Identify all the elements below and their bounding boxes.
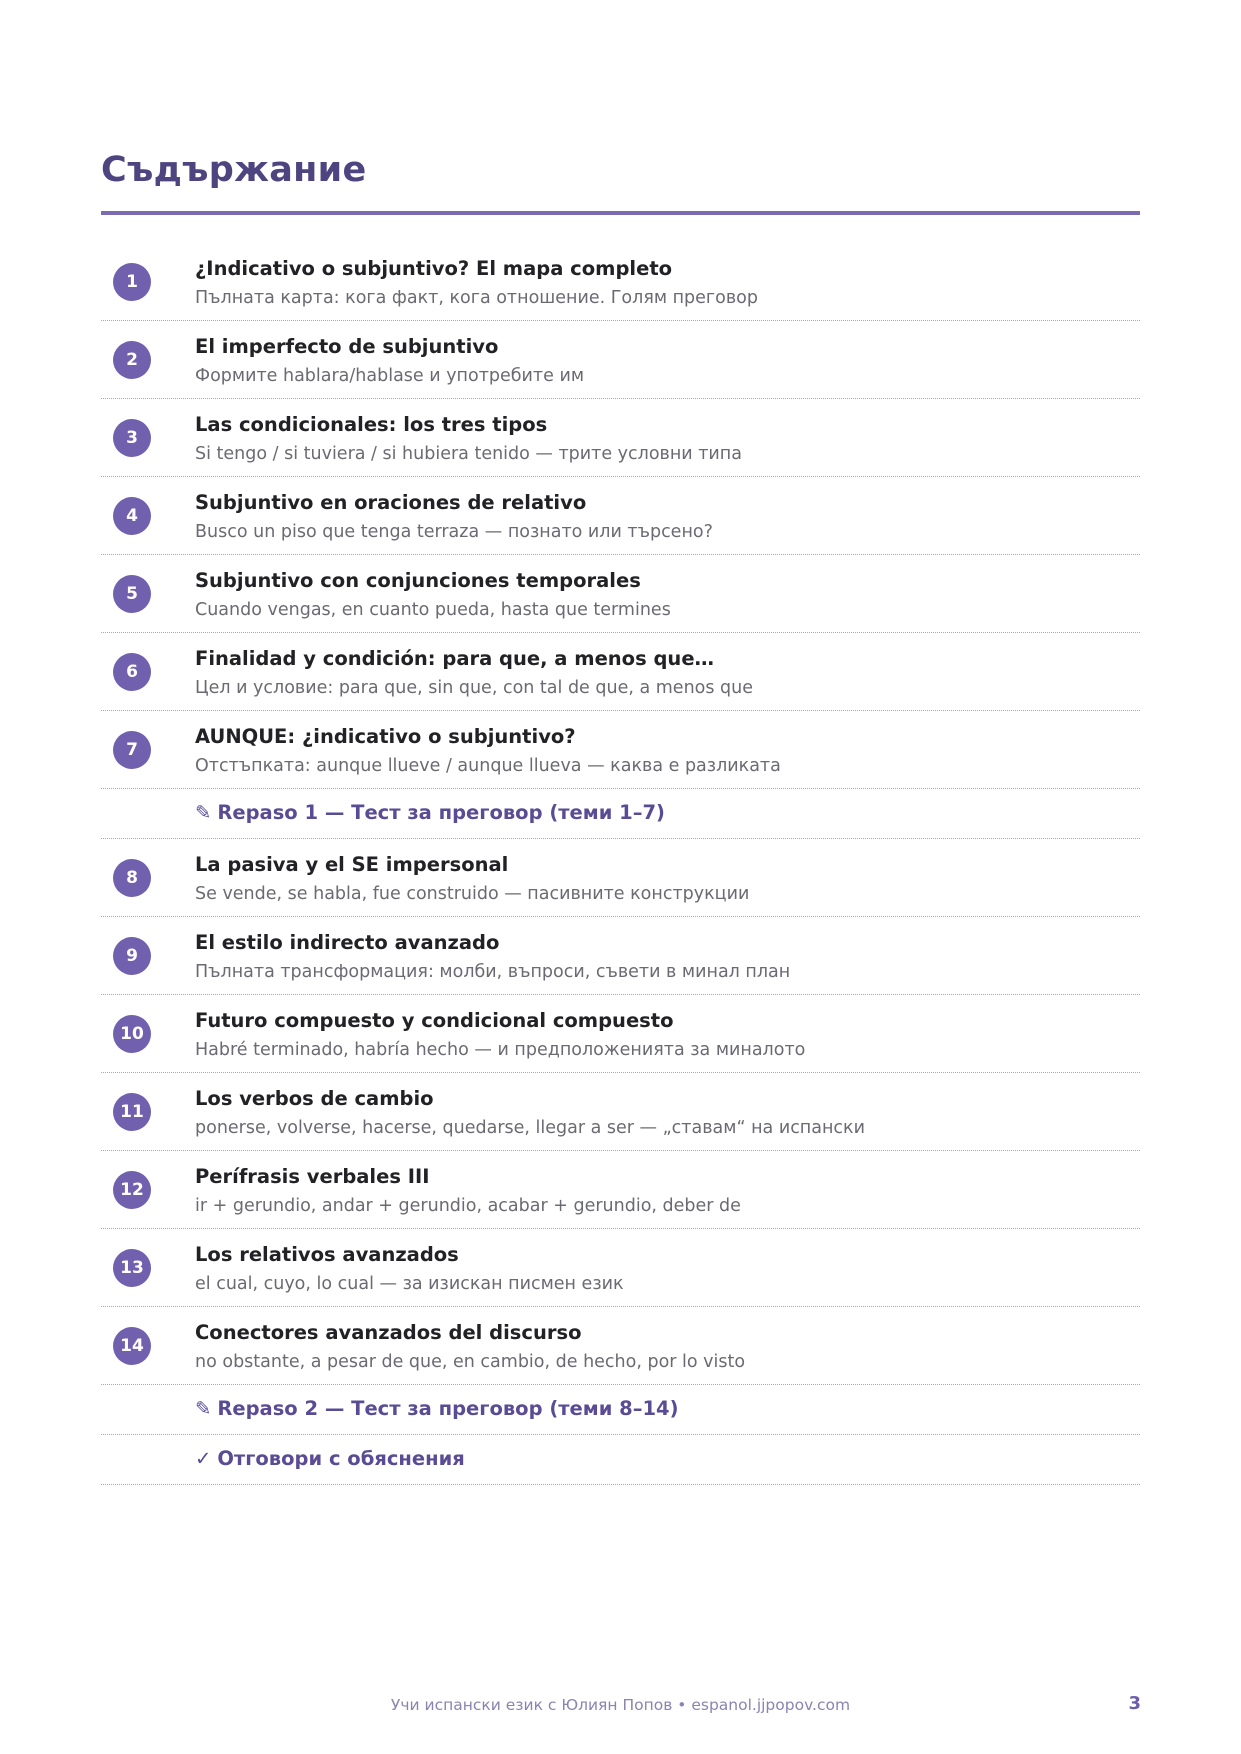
- lesson-subtitle: Цел и условие: para que, sin que, con tal de que, a menos que: [195, 678, 754, 698]
- lesson-title: Perífrasis verbales III: [195, 1165, 430, 1188]
- toc-review-1[interactable]: [101, 789, 1140, 839]
- toc-entry-8[interactable]: [101, 839, 1140, 917]
- lesson-subtitle: Формите hablara/hablase и употребите им: [195, 366, 585, 386]
- toc-entry-9[interactable]: [101, 917, 1140, 995]
- lesson-number-badge: 5: [113, 575, 151, 613]
- lesson-subtitle: el cual, cuyo, lo cual — за изискан писмен език: [195, 1274, 624, 1294]
- lesson-subtitle: Busco un piso que tenga terraza — познато или търсено?: [195, 522, 713, 542]
- toc-entry-1[interactable]: [101, 243, 1140, 321]
- review-2-link[interactable]: [195, 1397, 679, 1420]
- toc-entry-13[interactable]: [101, 1229, 1140, 1307]
- lesson-title: El imperfecto de subjuntivo: [195, 335, 499, 358]
- review-1-label: Repaso 1 — Тест за преговор (теми 1–7): [217, 801, 665, 824]
- toc-entry-4[interactable]: [101, 477, 1140, 555]
- lesson-subtitle: Отстъпката: aunque llueve / aunque llueva — каква е разликата: [195, 756, 781, 776]
- lesson-number-badge: 1: [113, 263, 151, 301]
- lesson-title: Subjuntivo en oraciones de relativo: [195, 491, 587, 514]
- lesson-title: Subjuntivo con conjunciones temporales: [195, 569, 641, 592]
- lesson-title: Conectores avanzados del discurso: [195, 1321, 582, 1344]
- lesson-subtitle: ir + gerundio, andar + gerundio, acabar + gerundio, deber de: [195, 1196, 741, 1216]
- lesson-subtitle: Пълната трансформация: молби, въпроси, съвети в минал план: [195, 962, 791, 982]
- lesson-subtitle: ponerse, volverse, hacerse, quedarse, llegar a ser — „ставам“ на испански: [195, 1118, 865, 1138]
- lesson-number-badge: 7: [113, 731, 151, 769]
- lesson-number-badge: 9: [113, 937, 151, 975]
- lesson-title: Futuro compuesto y condicional compuesto: [195, 1009, 674, 1032]
- toc-entry-6[interactable]: [101, 633, 1140, 711]
- toc-entry-11[interactable]: [101, 1073, 1140, 1151]
- toc-entry-2[interactable]: [101, 321, 1140, 399]
- lesson-subtitle: Habré terminado, habría hecho — и предположенията за миналото: [195, 1040, 806, 1060]
- lesson-subtitle: no obstante, a pesar de que, en cambio, de hecho, por lo visto: [195, 1352, 746, 1372]
- toc-entry-5[interactable]: [101, 555, 1140, 633]
- lesson-subtitle: Si tengo / si tuviera / si hubiera tenido — трите условни типа: [195, 444, 742, 464]
- lesson-title: AUNQUE: ¿indicativo o subjuntivo?: [195, 725, 576, 748]
- lesson-number-badge: 13: [113, 1249, 151, 1287]
- lesson-number-badge: 14: [113, 1327, 151, 1365]
- review-1-link[interactable]: [195, 801, 665, 824]
- lesson-number-badge: 12: [113, 1171, 151, 1209]
- toc-review-2[interactable]: [101, 1385, 1140, 1435]
- lesson-title: ¿Indicativo o subjuntivo? El mapa completo: [195, 257, 673, 280]
- lesson-title: El estilo indirecto avanzado: [195, 931, 500, 954]
- pencil-icon: ✎: [195, 1397, 212, 1420]
- toc-entry-3[interactable]: [101, 399, 1140, 477]
- lesson-title: Finalidad y condición: para que, a menos que…: [195, 647, 715, 670]
- lesson-number-badge: 8: [113, 859, 151, 897]
- lesson-subtitle: Пълната карта: кога факт, кога отношение. Голям преговор: [195, 288, 758, 308]
- toc-entry-12[interactable]: [101, 1151, 1140, 1229]
- toc-entry-7[interactable]: [101, 711, 1140, 789]
- lesson-title: Las condicionales: los tres tipos: [195, 413, 548, 436]
- lesson-number-badge: 3: [113, 419, 151, 457]
- lesson-subtitle: Se vende, se habla, fue construido — пасивните конструкции: [195, 884, 750, 904]
- checkmark-icon: ✓: [195, 1447, 212, 1470]
- lesson-title: Los relativos avanzados: [195, 1243, 459, 1266]
- page-title: Съдържание: [101, 150, 367, 190]
- pencil-icon: ✎: [195, 801, 212, 824]
- lesson-number-badge: 2: [113, 341, 151, 379]
- lesson-title: La pasiva y el SE impersonal: [195, 853, 509, 876]
- lesson-subtitle: Cuando vengas, en cuanto pueda, hasta que termines: [195, 600, 671, 620]
- toc-entry-14[interactable]: [101, 1307, 1140, 1385]
- title-divider: [101, 211, 1140, 215]
- lesson-number-badge: 6: [113, 653, 151, 691]
- answers-link[interactable]: [195, 1447, 465, 1470]
- lesson-number-badge: 4: [113, 497, 151, 535]
- answers-label: Отговори с обяснения: [217, 1447, 465, 1470]
- toc-entry-10[interactable]: [101, 995, 1140, 1073]
- toc-answers[interactable]: [101, 1435, 1140, 1485]
- lesson-number-badge: 10: [113, 1015, 151, 1053]
- review-2-label: Repaso 2 — Тест за преговор (теми 8–14): [217, 1397, 679, 1420]
- lesson-number-badge: 11: [113, 1093, 151, 1131]
- page-number: 3: [1128, 1693, 1141, 1714]
- footer-credit: Учи испански език с Юлиян Попов • espanol.jjpopov.com: [390, 1696, 851, 1714]
- table-of-contents: [101, 243, 1140, 1485]
- lesson-title: Los verbos de cambio: [195, 1087, 434, 1110]
